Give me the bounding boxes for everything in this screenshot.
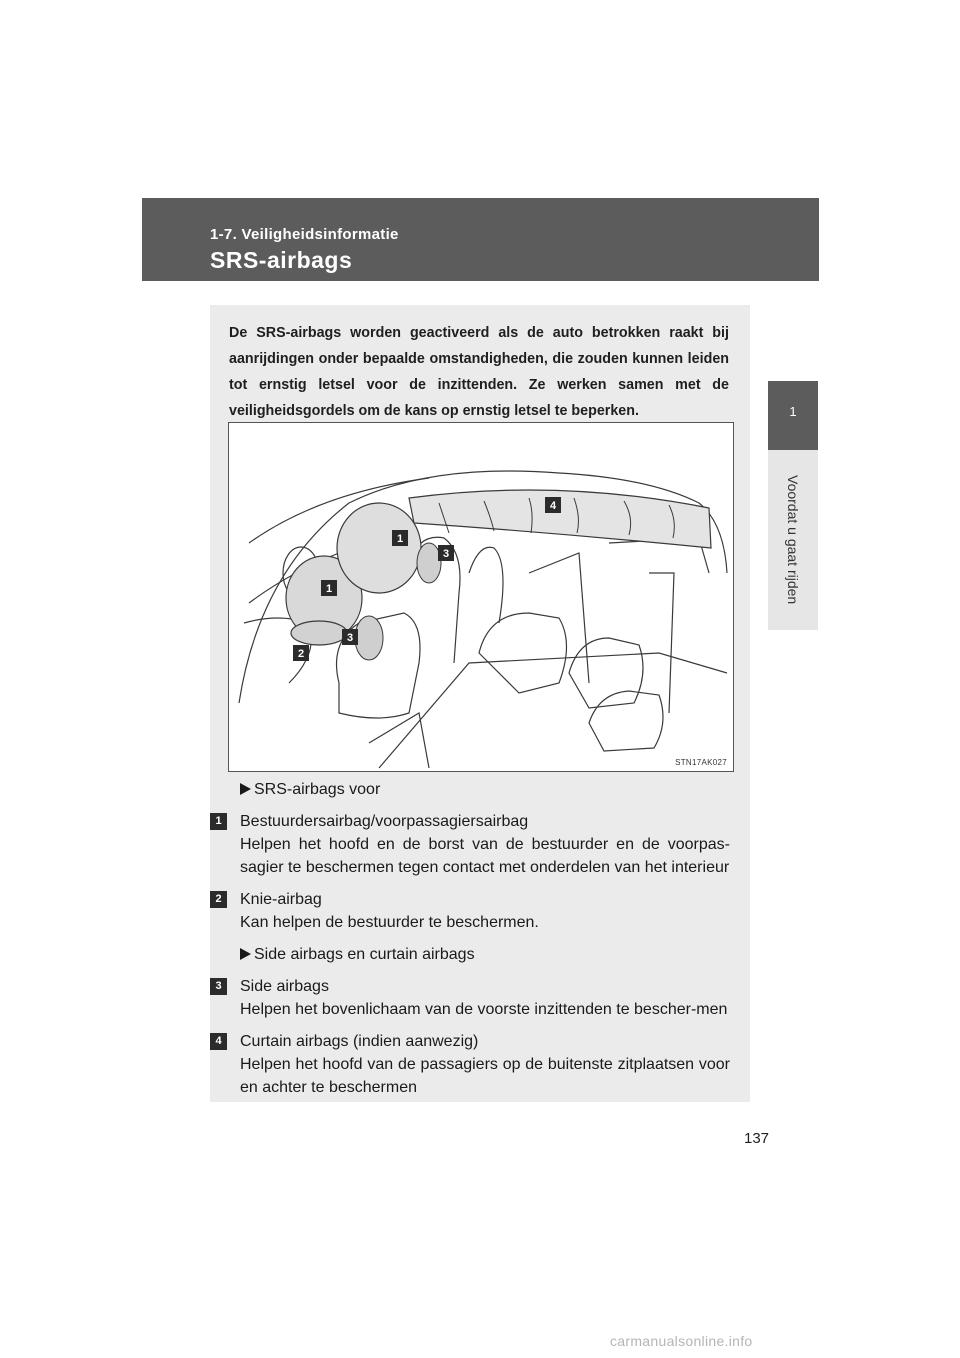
item-description: Helpen het bovenlichaam van de voorste inzittenden te bescher-men <box>240 1001 728 1018</box>
item-description: Kan helpen de bestuurder te beschermen. <box>240 914 539 931</box>
chapter-title: Voordat u gaat rijden <box>785 475 801 605</box>
number-badge: 1 <box>210 813 227 830</box>
group-heading-side: Side airbags en curtain airbags <box>240 943 730 966</box>
chapter-number: 1 <box>789 404 797 419</box>
group-heading-front: SRS-airbags voor <box>240 778 730 801</box>
list-item <box>215 810 730 879</box>
airbag-list <box>215 778 730 1108</box>
item-title: Bestuurdersairbag/voorpassagiersairbag <box>240 813 529 830</box>
callout-3-upper-label: 3 <box>442 548 450 560</box>
item-title: Curtain airbags (indien aanwezig) <box>240 1033 479 1050</box>
arrow-right-icon <box>240 948 251 960</box>
callout-1-upper-label: 1 <box>396 533 404 545</box>
number-badge: 3 <box>210 978 227 995</box>
list-item <box>215 1030 730 1099</box>
airbag-illustration <box>228 422 734 772</box>
callout-4-label: 4 <box>549 500 557 512</box>
list-item <box>215 888 730 934</box>
item-title: Side airbags <box>240 978 329 995</box>
intro-text: De SRS-airbags worden geactiveerd als de auto betrokken raakt bij aanrijdingen onder bepaalde omstandigheden, die zouden kunnen leiden tot ernstig letsel voor de inzittenden. Ze werken samen met de veiligheidsgordels om de kans op ernstig letsel te beperken. <box>229 325 729 419</box>
item-description: Helpen het hoofd en de borst van de bestuurder en de voorpas-sagier te beschermen tegen contact met onderdelen van het interieur <box>240 836 730 876</box>
page-title: SRS-airbags <box>210 247 353 273</box>
list-item <box>215 975 730 1021</box>
figure-code: STN17AK027 <box>675 758 727 767</box>
section-label: 1-7. Veiligheidsinformatie <box>210 226 399 243</box>
arrow-right-icon <box>240 783 251 795</box>
callout-1-lower-label: 1 <box>325 583 333 595</box>
callout-3-lower-label: 3 <box>346 632 354 644</box>
car-interior-drawing <box>229 423 733 771</box>
watermark[interactable]: carmanualsonline.info <box>610 1333 753 1349</box>
callout-2-label: 2 <box>297 648 305 660</box>
item-title: Knie-airbag <box>240 891 322 908</box>
number-badge: 4 <box>210 1033 227 1050</box>
item-description: Helpen het hoofd van de passagiers op de buitenste zitplaatsen voor en achter te beschermen <box>240 1056 730 1096</box>
number-badge: 2 <box>210 891 227 908</box>
page-number: 137 <box>744 1130 770 1147</box>
